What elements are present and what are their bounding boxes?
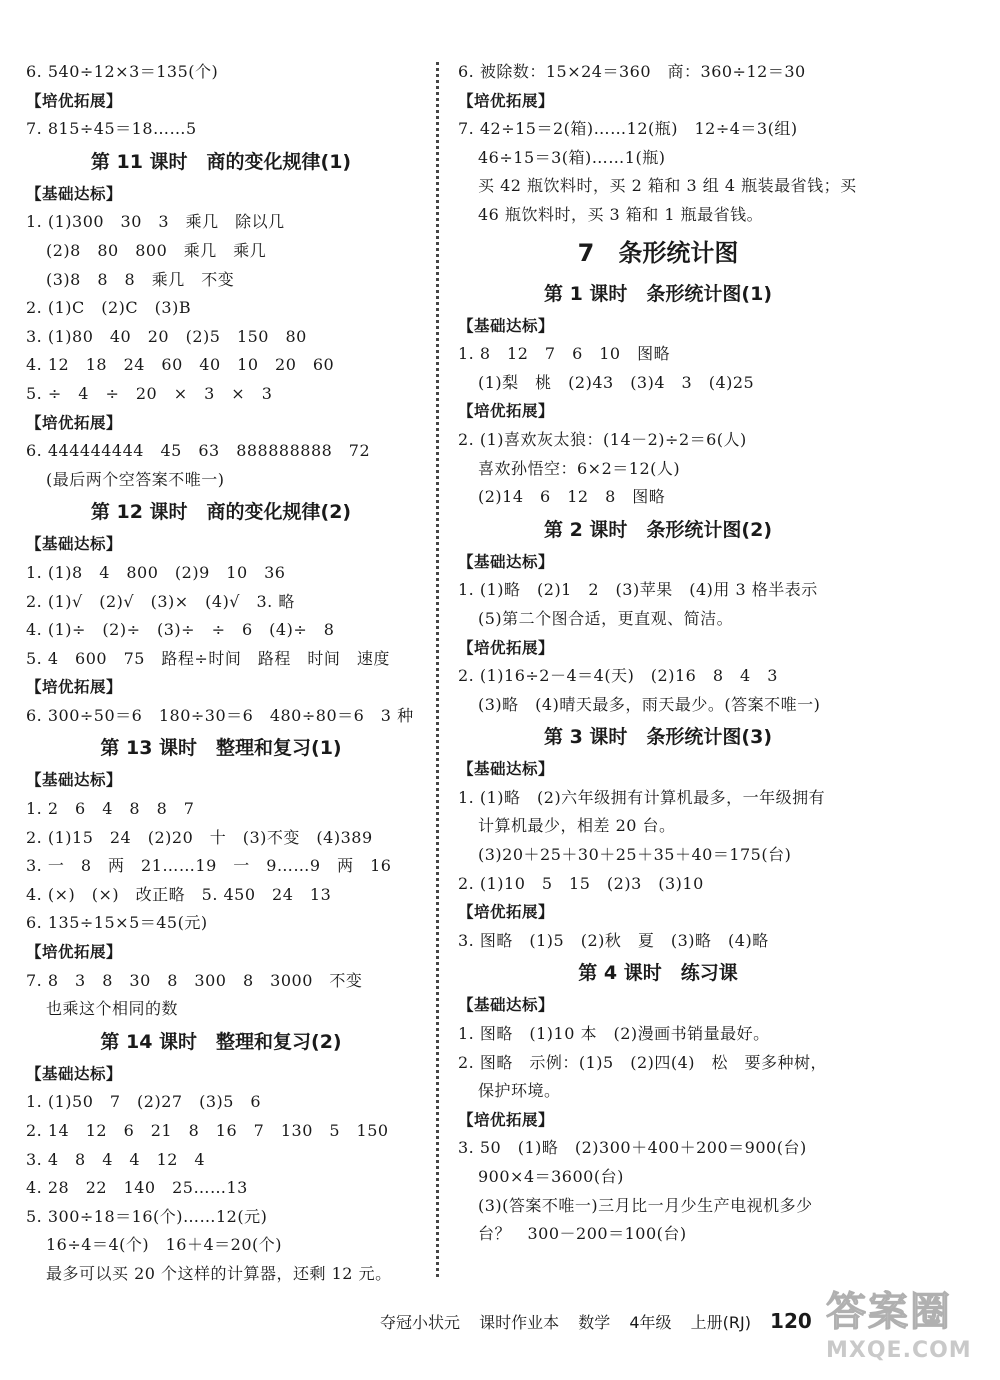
lesson-title: 第 12 课时 商的变化规律(2)	[90, 501, 352, 524]
answer-line: 2. 14 12 6 21 8 16 7 130 5 150	[26, 1121, 389, 1140]
answer-line: (3)(答案不唯一)三月比一月少生产电视机多少	[478, 1195, 813, 1215]
answer-line: (3)8 8 8 乘几 不变	[46, 269, 235, 289]
answer-line: 4. (1)÷ (2)÷ (3)÷ ÷ 6 (4)÷ 8	[26, 620, 335, 640]
answer-line: 4. (×) (×) 改正略 5. 450 24 13	[26, 884, 332, 904]
lesson-title: 第 13 课时 整理和复习(1)	[100, 737, 342, 760]
page-footer	[380, 1306, 826, 1336]
right-column	[458, 58, 858, 1249]
answer-line: 也乘这个相同的数	[46, 999, 179, 1019]
answer-line: 4. 28 22 140 25……13	[26, 1178, 248, 1198]
section-tag: 【培优拓展】	[458, 1110, 555, 1129]
answer-line: 46 瓶饮料时，买 3 箱和 1 瓶最省钱。	[478, 204, 764, 224]
section-tag: 【基础达标】	[26, 771, 123, 790]
answer-line: (2)14 6 12 8 图略	[478, 487, 666, 507]
footer-brand: 夺冠小状元	[380, 1313, 461, 1332]
answer-line: 2. (1)10 5 15 (2)3 (3)10	[458, 873, 704, 893]
answer-line: 台？ 300－200＝100(台)	[478, 1224, 687, 1244]
answer-line: (最后两个空答案不唯一)	[46, 469, 225, 489]
answer-line: 2. (1)喜欢灰太狼：(14－2)÷2＝6(人)	[458, 429, 747, 449]
answer-line: 买 42 瓶饮料时，买 2 箱和 3 组 4 瓶装最省钱；买	[478, 176, 857, 196]
answer-line: (1)梨 桃 (2)43 (3)4 3 (4)25	[478, 372, 755, 392]
answer-line: 6. 被除数：15×24＝360 商：360÷12＝30	[458, 62, 806, 81]
answer-line: 900×4＝3600(台)	[478, 1167, 624, 1186]
answer-line: (3)20＋25＋30＋25＋35＋40＝175(台)	[478, 845, 792, 865]
answer-line: 16÷4＝4(个) 16＋4＝20(个)	[46, 1235, 282, 1255]
answer-line: 1. 2 6 4 8 8 7	[26, 799, 195, 819]
answer-line: 7. 8 3 8 30 8 300 8 3000 不变	[26, 970, 363, 990]
section-tag: 【基础达标】	[458, 552, 555, 571]
section-tag: 【培优拓展】	[458, 638, 555, 657]
answer-line: 2. (1)16÷2－4＝4(天) (2)16 8 4 3	[458, 666, 778, 686]
answer-line: 6. 444444444 45 63 888888888 72	[26, 441, 371, 461]
answer-line: (5)第二个图合适，更直观、简洁。	[478, 608, 734, 628]
answer-line: 1. (1)300 30 3 乘几 除以几	[26, 212, 285, 232]
answer-line: 1. (1)50 7 (2)27 (3)5 6	[26, 1092, 262, 1112]
footer-subject: 数学	[578, 1313, 611, 1332]
answer-line: 1. (1)8 4 800 (2)9 10 36	[26, 562, 286, 582]
answer-line: 7. 815÷45＝18……5	[26, 119, 197, 139]
lesson-title: 第 1 课时 条形统计图(1)	[543, 282, 773, 305]
answer-line: 6. 300÷50＝6 180÷30＝6 480÷80＝6 3 种	[26, 705, 414, 725]
watermark-logo: 答案圈	[826, 1289, 952, 1335]
answer-line: 2. (1)C (2)C (3)B	[26, 298, 192, 318]
lesson-title: 第 11 课时 商的变化规律(1)	[90, 150, 352, 173]
answer-line: 3. 一 8 两 21……19 一 9……9 两 16	[26, 856, 392, 876]
footer-grade: 4年级	[629, 1313, 672, 1332]
answer-line: 3. 50 (1)略 (2)300＋400＋200＝900(台)	[458, 1138, 807, 1158]
section-tag: 【基础达标】	[26, 184, 123, 203]
answer-line: 3. 图略 (1)5 (2)秋 夏 (3)略 (4)略	[458, 930, 769, 950]
answer-line: 1. (1)略 (2)1 2 (3)苹果 (4)用 3 格半表示	[458, 580, 818, 600]
answer-line: 1. 图略 (1)10 本 (2)漫画书销量最好。	[458, 1024, 770, 1044]
section-tag: 【培优拓展】	[458, 903, 555, 922]
answer-line: (3)略 (4)晴天最多，雨天最少。(答案不唯一)	[478, 694, 821, 714]
section-tag: 【培优拓展】	[26, 678, 123, 697]
answer-line: 1. 8 12 7 6 10 图略	[458, 344, 671, 364]
footer-volume: 上册(RJ)	[690, 1313, 751, 1332]
answer-line: 2. 图略 示例：(1)5 (2)四(4) 松 要多种树，	[458, 1052, 828, 1072]
unit-title: 7 条形统计图	[577, 238, 739, 267]
page-number: 120	[770, 1309, 812, 1333]
answer-line: 计算机最少，相差 20 台。	[478, 816, 676, 836]
answer-line: 7. 42÷15＝2(箱)……12(瓶) 12÷4＝3(组)	[458, 119, 798, 139]
section-tag: 【基础达标】	[458, 316, 555, 335]
answer-line: 5. 4 600 75 路程÷时间 路程 时间 速度	[26, 648, 390, 668]
section-tag: 【基础达标】	[458, 760, 555, 779]
section-tag: 【培优拓展】	[458, 91, 555, 110]
answer-line: 2. (1)√ (2)√ (3)× (4)√ 3. 略	[26, 591, 295, 611]
section-tag: 【培优拓展】	[458, 402, 555, 421]
answer-line: 5. 300÷18＝16(个)……12(元)	[26, 1206, 268, 1226]
section-tag: 【基础达标】	[26, 535, 123, 554]
section-tag: 【培优拓展】	[26, 91, 123, 110]
column-divider	[436, 62, 439, 1277]
section-tag: 【基础达标】	[458, 996, 555, 1015]
footer-series: 课时作业本	[479, 1313, 560, 1332]
section-tag: 【培优拓展】	[26, 413, 123, 432]
section-tag: 【培优拓展】	[26, 943, 123, 962]
answer-line: 3. 4 8 4 4 12 4	[26, 1149, 206, 1169]
lesson-title: 第 4 课时 练习课	[578, 962, 738, 985]
left-column	[26, 58, 416, 1289]
answer-line: 5. ÷ 4 ÷ 20 × 3 × 3	[26, 383, 273, 403]
answer-line: 6. 135÷15×5＝45(元)	[26, 913, 208, 933]
answer-line: 2. (1)15 24 (2)20 十 (3)不变 (4)389	[26, 827, 373, 847]
answer-line: 保护环境。	[478, 1081, 561, 1101]
answer-line: 最多可以买 20 个这样的计算器，还剩 12 元。	[46, 1263, 392, 1283]
section-tag: 【基础达标】	[26, 1064, 123, 1083]
answer-line: 1. (1)略 (2)六年级拥有计算机最多，一年级拥有	[458, 787, 826, 807]
answer-line: 3. (1)80 40 20 (2)5 150 80	[26, 326, 307, 346]
answer-line: (2)8 80 800 乘几 乘几	[46, 240, 267, 260]
lesson-title: 第 14 课时 整理和复习(2)	[100, 1030, 342, 1053]
lesson-title: 第 3 课时 条形统计图(3)	[543, 726, 773, 749]
lesson-title: 第 2 课时 条形统计图(2)	[543, 518, 773, 541]
answer-line: 喜欢孙悟空：6×2＝12(人)	[478, 458, 681, 478]
watermark	[826, 1286, 996, 1376]
answer-line: 6. 540÷12×3＝135(个)	[26, 62, 219, 81]
answer-line: 46÷15＝3(箱)……1(瓶)	[478, 147, 666, 167]
watermark-url: MXQE.COM	[826, 1338, 972, 1363]
answer-line: 4. 12 18 24 60 40 10 20 60	[26, 355, 335, 375]
